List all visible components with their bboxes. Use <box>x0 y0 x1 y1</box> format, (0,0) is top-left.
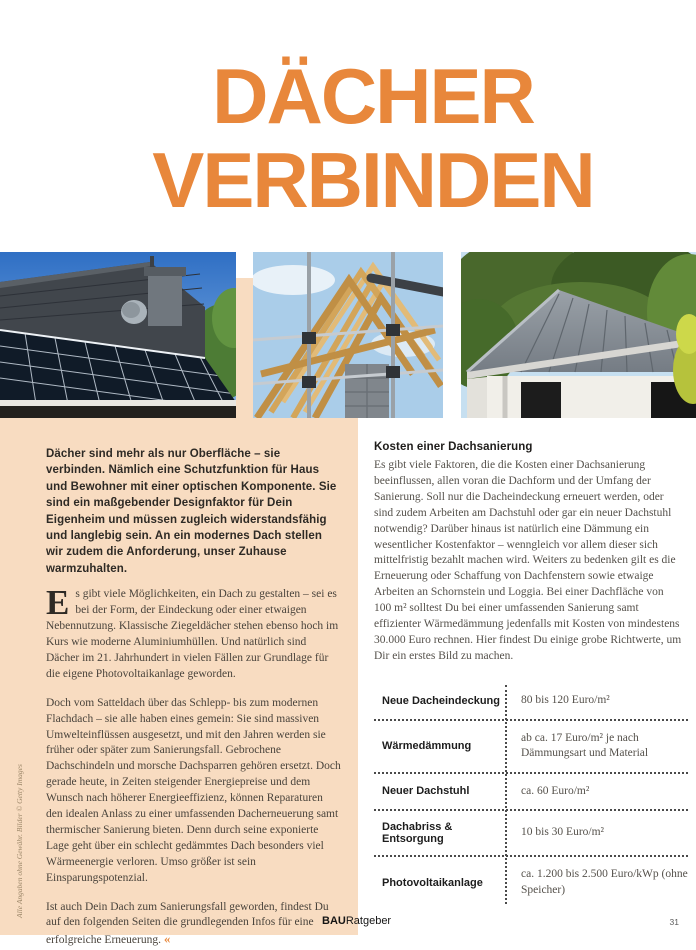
cost-table-row <box>374 774 688 812</box>
article-end-mark: « <box>163 931 170 947</box>
cost-row-value: ca. 60 Euro/m² <box>521 784 590 797</box>
page-title-line2: VERBINDEN <box>152 136 594 224</box>
section-body: Es gibt viele Faktoren, die die Kosten einer Dachsanierung beeinflussen, allen voran die Dachform und der Umfang der Sanierung. Soll nur die Dacheindeckung erneuert werden, oder sind zudem Arbeiten am Dachstuhl oder gar ein neuer Dachstuhl notwendig? Darüber hinaus ist natürlich eine Dämmung ein wesentlicher Kostenfaktor – wenngleich vor allem dieser sich mittelfristig bezahlt machen wird. Weiters zu bedenken gilt es die Erneuerung oder Schaffung von Dachfenstern sowie etwaige Arbeiten an Schornstein und Loggia. Bei einer Dachfläche von 100 m² solltest Du bei einer umfassenden Sanierung samt effizienter Wärmedämmung jedenfalls mit Kosten von mindestens 30.000 Euro rechnen. Hier findest Du einige grobe Richtwerte, um Dir ein erstes Bild zu machen. <box>374 459 682 662</box>
photo-metal-roof-house <box>461 252 696 418</box>
cost-table <box>374 683 688 908</box>
footer-brand-rest: Ratgeber <box>345 915 392 927</box>
cost-table-row <box>374 721 688 774</box>
cost-row-value: 10 bis 30 Euro/m² <box>521 826 604 839</box>
photo-solar-roof <box>0 252 236 418</box>
table-column-divider <box>505 685 507 904</box>
paragraph-3-text: Ist auch Dein Dach zum Sanierungsfall geworden, findest Du auf den folgenden Seiten die grundlegenden Infos für eine erfolgreiche Erneuerung. <box>46 900 329 947</box>
image-credit: Alle Angaben ohne Gewähr. Bilder © Getty Images <box>15 764 24 918</box>
page-title <box>0 54 696 222</box>
footer-brand <box>322 915 391 927</box>
paragraph-3 <box>46 900 342 950</box>
section-heading: Kosten einer Dachsanierung <box>374 441 533 453</box>
intro-paragraph: Dächer sind mehr als nur Oberfläche – sie verbinden. Nämlich eine Schutzfunktion für Haus und Bewohner mit einer optischen Komponente. Sie sind ein maßgebender Designfaktor für Dein Eigenheim und müssen zugleich widerstandsfähig und langlebig sein. An ein modernes Dach stellen wir zudem die Anforderung, unser Zuhause warmzuhalten. <box>46 448 337 575</box>
paragraph-1 <box>46 583 342 682</box>
page-number: 31 <box>669 917 679 927</box>
drop-cap: E <box>46 583 70 623</box>
cost-row-value: ca. 1.200 bis 2.500 Euro/kWp (ohne Speicher) <box>521 868 688 896</box>
photo-roof-truss-construction <box>253 252 443 418</box>
cost-table-row <box>374 857 688 908</box>
cost-table-row <box>374 683 688 721</box>
cost-row-label: Neue Dacheindeckung <box>382 694 500 707</box>
cost-row-label: Wärmedämmung <box>382 740 472 752</box>
cost-row-label: Neuer Dachstuhl <box>382 785 470 798</box>
cost-table-row <box>374 811 688 857</box>
paragraph-1-text: s gibt viele Möglichkeiten, ein Dach zu gestalten – sei es bei der Form, der Eindeckung oder einer etwaigen Nebennutzung. Klassische Ziegeldächer stehen ebenso hoch im Kurs wie moderne Aluminiumhüllen. Und natürlich sind Dächer im 21. Jahrhundert in vielen Fällen zur Grundlage für die eigene Photovoltaikanlage geworden. <box>46 588 339 680</box>
cost-row-value: ab ca. 17 Euro/m² je nach Dämmungsart und Material <box>521 731 649 759</box>
cost-row-value: 80 bis 120 Euro/m² <box>521 694 610 706</box>
right-column <box>374 441 682 665</box>
page-title-line1: DÄCHER <box>212 52 534 140</box>
cost-row-label: Dachabriss & Entsorgung <box>382 821 453 845</box>
left-column <box>46 446 342 950</box>
paragraph-2: Doch vom Satteldach über das Schlepp- bis zum modernen Flachdach – sie alle haben eines gemein: Sie sind massiven Umwelteinflüssen ausgesetzt, und mit den Jahren werden sie früher oder später zum Sanierungsfall. Gebrochene Dachschindeln und morsche Dachsparren gehören ersetzt. Doch gerade heute, in Zeiten steigender Energiepreise und dem Wunsch nach höherer Energieeffizienz, können Reparaturen den idealen Anlass zu einer umfassenden Dacherneuerung samt thermischer Sanierung bieten. Denn durch seine exponierte Lage geht über ein schlecht gedämmtes Dach besonders viel Wärmeenergie verloren. Umso größer ist sein Einsparungspotenzial. <box>46 696 341 884</box>
footer-brand-bold: BAU <box>322 915 346 927</box>
cost-row-label: Photovoltaikanlage <box>382 876 483 889</box>
